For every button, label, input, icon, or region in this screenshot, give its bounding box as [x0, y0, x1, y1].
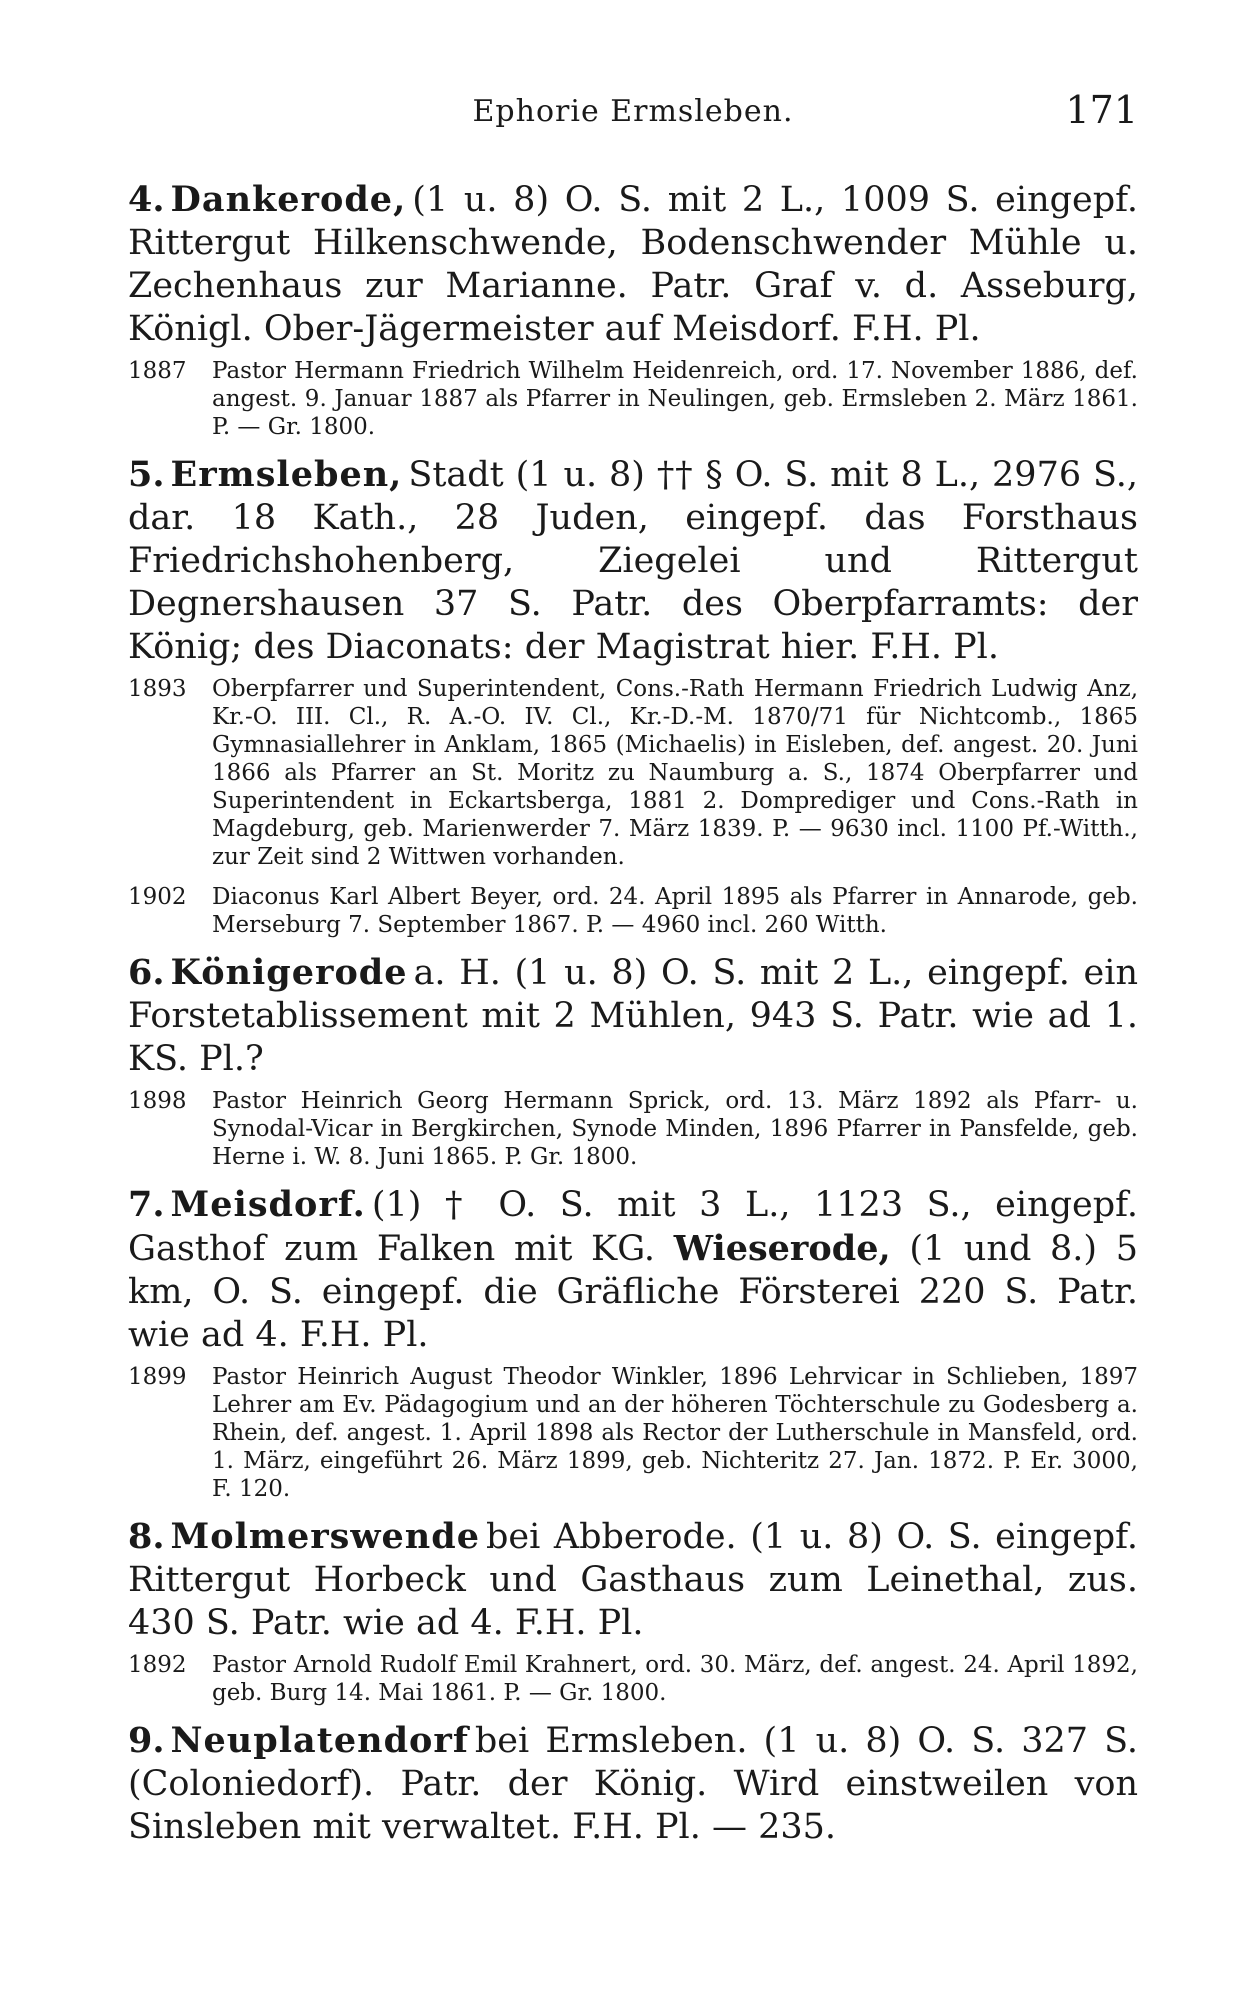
entry-description: bei Ermsleben. (1 u. 8) O. S. 327 S. (Coloniedorf). Patr. der König. Wird einstweilen von Sinsleben mit verwaltet. F.H. Pl. — 235.	[128, 1721, 1138, 1847]
entry-description: a. H. (1 u. 8) O. S. mit 2 L., eingepf. ein Forstetablissement mit 2 Mühlen, 943 S. Patr. wie ad 1. KS. Pl.?	[128, 953, 1138, 1079]
clergy-year: 1893	[128, 676, 187, 702]
entry-title: Dankerode,	[170, 179, 407, 220]
clergy-record	[128, 883, 1138, 939]
clergy-record	[128, 1651, 1138, 1707]
entry-number: 6.	[128, 952, 165, 993]
entry-description: Stadt (1 u. 8) †† § O. S. mit 8 L., 2976 S., dar. 18 Kath., 28 Juden, eingepf. das Forsthaus Friedrichshohenberg, Ziegelei und Rittergut Degnershausen 37 S. Patr. des Oberpfarramts: der König; des Diaconats: der Magistrat hier. F.H. Pl.	[128, 455, 1138, 667]
parish-entry-molmerswende	[128, 1515, 1138, 1707]
clergy-record	[128, 357, 1138, 441]
entry-title: Ermsleben,	[170, 454, 403, 495]
clergy-record	[128, 675, 1138, 871]
clergy-text: Pastor Heinrich August Theodor Winkler, 1896 Lehrvicar in Schlieben, 1897 Lehrer am Ev. Pädagogium und an der höheren Töchterschule zu Godesberg a. Rhein, def. angest. 1. April 1898 als Rector der Lutherschule in Mansfeld, ord. 1. März, eingeführt 26. März 1899, geb. Nichteritz 27. Jan. 1872. P. Er. 3000, F. 120.	[212, 1364, 1138, 1502]
entry-number: 5.	[128, 454, 165, 495]
entry-title: Molmerswende	[170, 1516, 480, 1557]
entry-text	[128, 1719, 1138, 1849]
clergy-text: Pastor Arnold Rudolf Emil Krahnert, ord. 30. März, def. angest. 24. April 1892, geb. Burg 14. Mai 1861. P. — Gr. 1800.	[212, 1652, 1138, 1706]
entry-description: (1) † O. S. mit 3 L., 1123 S., eingepf. Gasthof zum Falken mit KG.	[128, 1185, 1138, 1269]
parish-entry-meisdorf	[128, 1183, 1138, 1503]
clergy-record	[128, 1087, 1138, 1171]
entry-description: (1 u. 8) O. S. mit 2 L., 1009 S. eingepf. Rittergut Hilkenschwende, Bodenschwender Mühle u. Zechenhaus zur Marianne. Patr. Graf v. d. Asseburg, Königl. Ober-Jägermeister auf Meisdorf. F.H. Pl.	[128, 180, 1138, 349]
page-header	[128, 88, 1138, 138]
entry-number: 7.	[128, 1184, 165, 1225]
entry-title: Meisdorf.	[170, 1184, 366, 1225]
clergy-year: 1887	[128, 358, 187, 384]
filial-title: Wieserode,	[673, 1228, 891, 1269]
parish-entry-koenigerode	[128, 951, 1138, 1171]
running-title: Ephorie Ermsleben.	[472, 94, 794, 129]
parish-entry-dankerode	[128, 178, 1138, 441]
parish-entry-neuplatendorf	[128, 1719, 1138, 1849]
entry-number: 9.	[128, 1720, 165, 1761]
clergy-text: Diaconus Karl Albert Beyer, ord. 24. April 1895 als Pfarrer in Annarode, geb. Merseburg 7. September 1867. P. — 4960 incl. 260 Witth.	[212, 884, 1138, 938]
clergy-year: 1902	[128, 884, 187, 910]
entry-text	[128, 453, 1138, 669]
entry-description-continued: (1 und 8.) 5 km, O. S. eingepf. die Gräfliche Försterei 220 S. Patr. wie ad 4. F.H. Pl.	[128, 1229, 1138, 1355]
entry-number: 8.	[128, 1516, 165, 1557]
clergy-text: Pastor Heinrich Georg Hermann Sprick, ord. 13. März 1892 als Pfarr- u. Synodal-Vicar in Bergkirchen, Synode Minden, 1896 Pfarrer in Pansfelde, geb. Herne i. W. 8. Juni 1865. P. Gr. 1800.	[212, 1088, 1138, 1170]
clergy-year: 1892	[128, 1652, 187, 1678]
entry-text	[128, 178, 1138, 351]
entry-number: 4.	[128, 179, 165, 220]
parish-entry-ermsleben	[128, 453, 1138, 939]
page-number: 171	[1065, 88, 1138, 132]
entry-title: Königerode	[170, 952, 408, 993]
entry-text	[128, 1183, 1138, 1357]
clergy-text: Oberpfarrer und Superintendent, Cons.-Rath Hermann Friedrich Ludwig Anz, Kr.-O. III. Cl., R. A.-O. IV. Cl., Kr.-D.-M. 1870/71 für Nichtcomb., 1865 Gymnasiallehrer in Anklam, 1865 (Michaelis) in Eisleben, def. angest. 20. Juni 1866 als Pfarrer an St. Moritz zu Naumburg a. S., 1874 Oberpfarrer und Superintendent in Eckartsberga, 1881 2. Domprediger und Cons.-Rath in Magdeburg, geb. Marienwerder 7. März 1839. P. — 9630 incl. 1100 Pf.-Witth., zur Zeit sind 2 Wittwen vorhanden.	[212, 676, 1138, 870]
entry-text	[128, 1515, 1138, 1645]
entry-description: bei Abberode. (1 u. 8) O. S. eingepf. Rittergut Horbeck und Gasthaus zum Leinethal, zus. 430 S. Patr. wie ad 4. F.H. Pl.	[128, 1517, 1138, 1643]
page-body	[128, 178, 1138, 1861]
clergy-year: 1899	[128, 1364, 187, 1390]
clergy-text: Pastor Hermann Friedrich Wilhelm Heidenreich, ord. 17. November 1886, def. angest. 9. Januar 1887 als Pfarrer in Neulingen, geb. Ermsleben 2. März 1861. P. — Gr. 1800.	[212, 358, 1138, 440]
clergy-record	[128, 1363, 1138, 1503]
entry-text	[128, 951, 1138, 1081]
entry-title: Neuplatendorf	[170, 1720, 469, 1761]
clergy-year: 1898	[128, 1088, 187, 1114]
